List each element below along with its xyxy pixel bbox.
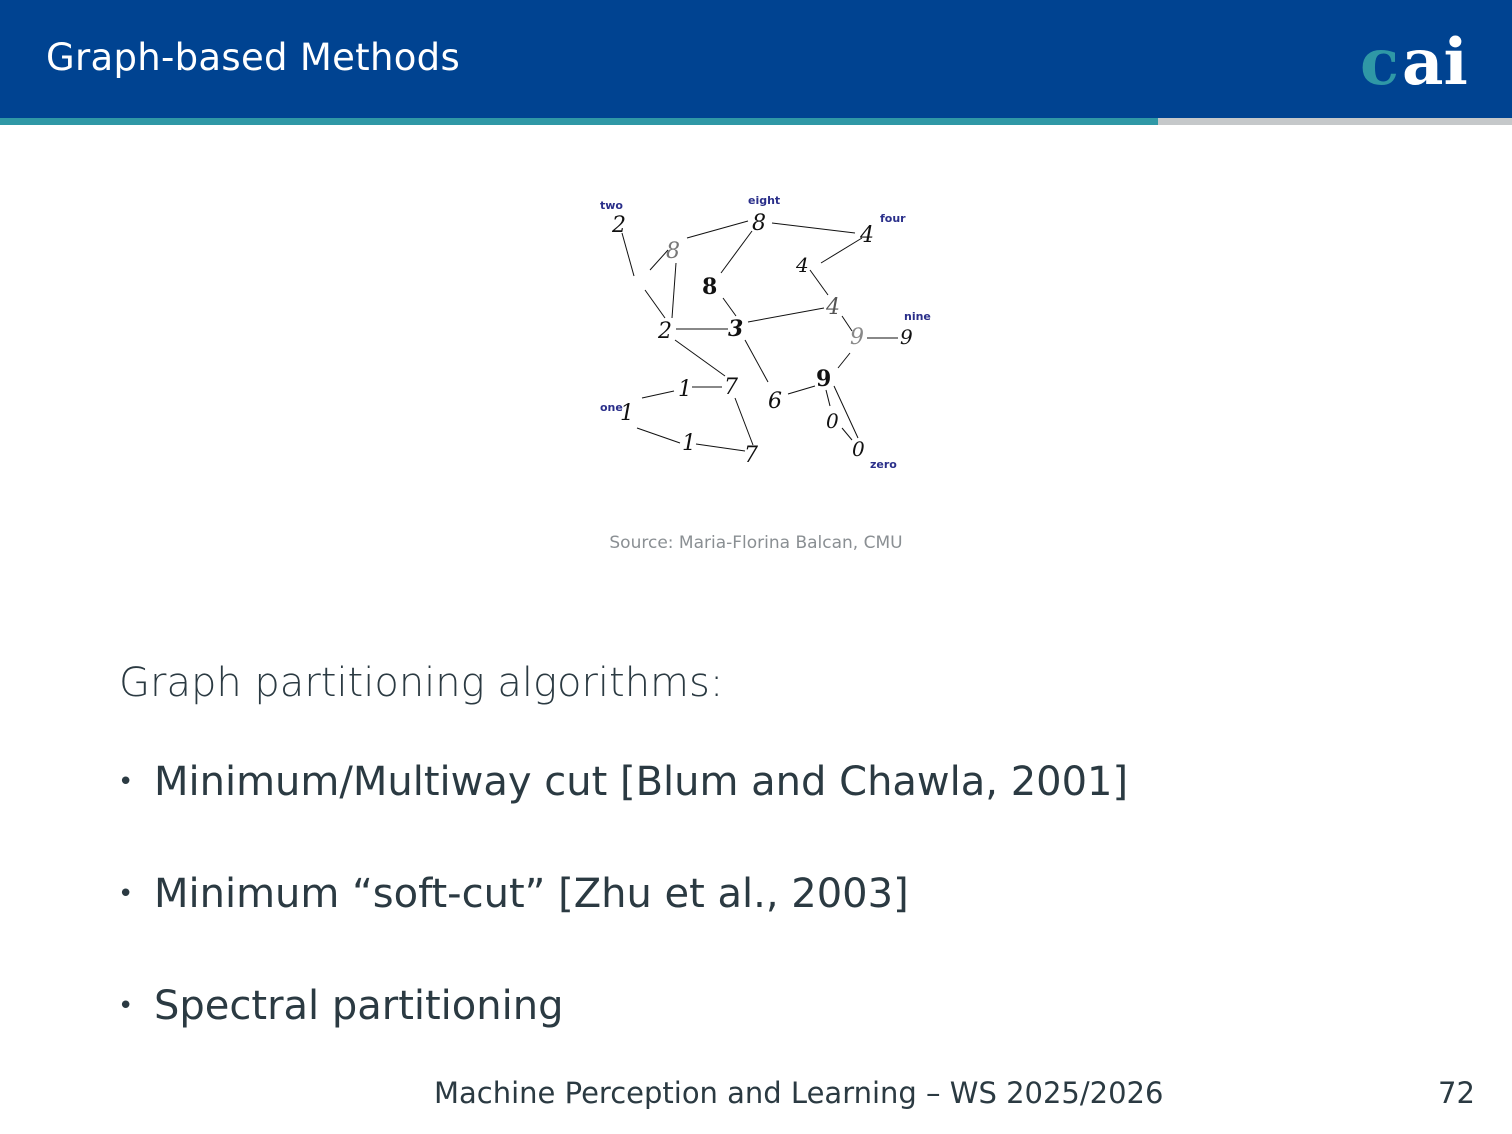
bullet-list bbox=[116, 752, 1128, 1088]
bullet-marker: • bbox=[118, 767, 134, 797]
digit-4: 4 bbox=[796, 253, 809, 277]
svg-text:ai: ai bbox=[1402, 25, 1468, 94]
slide-title: Graph-based Methods bbox=[46, 36, 461, 79]
digit-graph-figure bbox=[590, 188, 940, 478]
digit-2: 2 bbox=[658, 319, 672, 344]
digit-8: 8 bbox=[752, 211, 766, 236]
digit-8-faint: 8 bbox=[666, 239, 680, 264]
figure-caption: Source: Maria-Florina Balcan, CMU bbox=[609, 533, 903, 553]
digit-3: 3 bbox=[728, 316, 744, 342]
label-two: two bbox=[600, 199, 623, 212]
label-nine: nine bbox=[904, 310, 931, 323]
bullet-text: Minimum/Multiway cut [Blum and Chawla, 2001] bbox=[154, 759, 1129, 805]
digit-7: 7 bbox=[724, 375, 738, 400]
list-item bbox=[116, 752, 1128, 864]
label-four: four bbox=[880, 212, 906, 225]
digit-4: 4 bbox=[860, 223, 874, 248]
digit-2: 2 bbox=[612, 213, 626, 238]
header-bar bbox=[0, 0, 1512, 118]
digit-0: 0 bbox=[826, 409, 839, 433]
bullet-text: Spectral partitioning bbox=[154, 983, 564, 1029]
digit-1: 1 bbox=[682, 431, 696, 456]
bullet-marker: • bbox=[118, 991, 134, 1021]
digit-4: 4 bbox=[826, 295, 840, 320]
label-one: one bbox=[600, 401, 623, 414]
digit-1: 1 bbox=[678, 377, 692, 402]
section-heading: Graph partitioning algorithms: bbox=[119, 660, 724, 706]
svg-text:c: c bbox=[1360, 25, 1399, 94]
digit-9: 9 bbox=[900, 325, 913, 349]
label-zero: zero bbox=[870, 458, 897, 471]
label-eight: eight bbox=[748, 194, 781, 207]
footer-course: Machine Perception and Learning – WS 2025/2026 bbox=[434, 1076, 1164, 1110]
digit-8-bold: 8 bbox=[702, 274, 718, 300]
digit-7: 7 bbox=[744, 443, 758, 468]
bullet-marker: • bbox=[118, 879, 134, 909]
digit-9-faint: 9 bbox=[850, 325, 864, 350]
list-item bbox=[116, 864, 1128, 976]
digit-1: 1 bbox=[620, 401, 634, 426]
list-item bbox=[116, 976, 1128, 1088]
page-number: 72 bbox=[1438, 1076, 1475, 1110]
digit-9-bold: 9 bbox=[816, 366, 832, 392]
digit-0: 0 bbox=[852, 437, 865, 461]
cai-logo bbox=[1358, 22, 1473, 94]
bullet-text: Minimum “soft-cut” [Zhu et al., 2003] bbox=[154, 871, 909, 917]
accent-bar-teal bbox=[0, 118, 1158, 125]
digit-6: 6 bbox=[768, 389, 782, 414]
accent-bar-grey bbox=[1158, 118, 1512, 125]
